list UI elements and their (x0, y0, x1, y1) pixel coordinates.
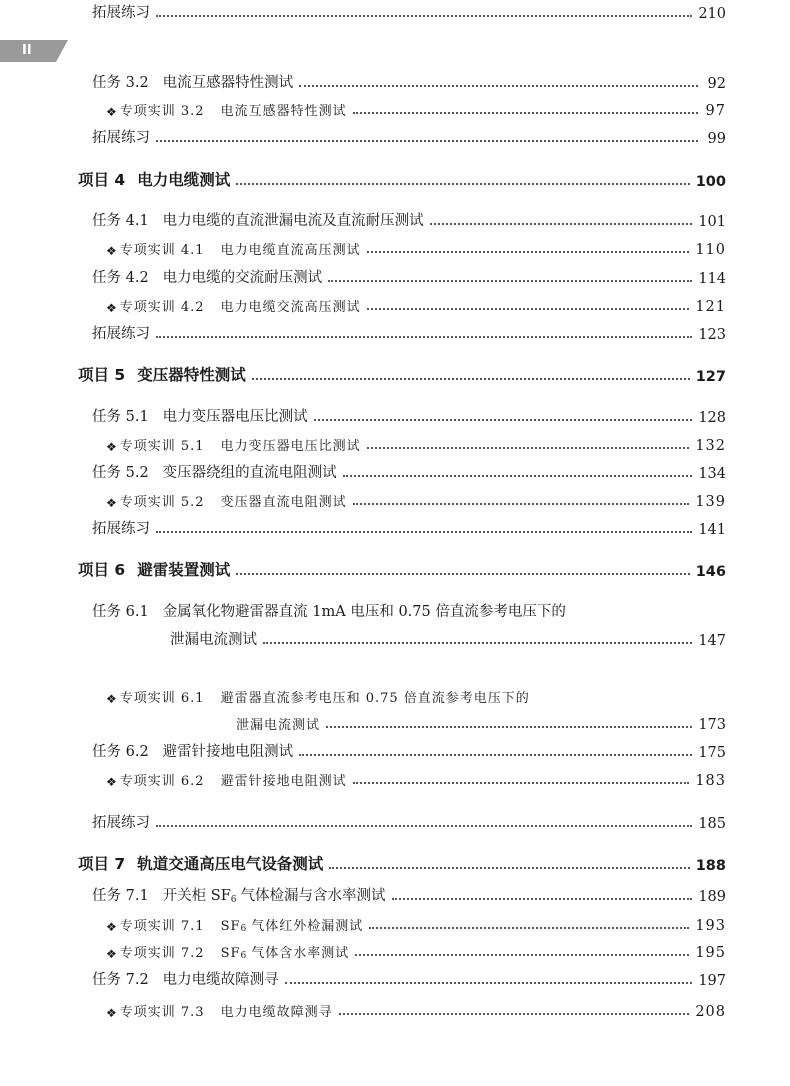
toc-entry[interactable] (92, 0, 726, 22)
toc-page-number: 210 (698, 6, 726, 22)
diamond-bullet-icon: ❖ (106, 105, 118, 119)
dot-leader (299, 754, 692, 756)
toc-entry[interactable] (92, 967, 726, 989)
toc-page-number: 183 (695, 773, 726, 789)
diamond-bullet-icon: ❖ (106, 1006, 118, 1020)
toc-page-number: 185 (698, 816, 726, 832)
toc-entry[interactable] (106, 236, 726, 258)
toc-entry-title (92, 884, 386, 905)
toc-entry-number: 任务 4.1 (92, 213, 149, 229)
toc-entry[interactable] (106, 432, 726, 454)
subscript: 6 (240, 951, 248, 961)
toc-entry-number: 项目 4 (78, 171, 126, 189)
toc-entry[interactable] (92, 739, 726, 761)
dot-leader (156, 531, 692, 533)
toc-entry-title (78, 558, 230, 580)
toc-page-number: 121 (695, 299, 726, 315)
toc-page-number: 197 (698, 973, 726, 989)
toc-entry-label: 拓展练习 (92, 815, 150, 831)
toc-entry-label: 电力电缆的直流泄漏电流及直流耐压测试 (162, 213, 424, 229)
toc-entry[interactable] (78, 852, 726, 874)
diamond-bullet-icon: ❖ (106, 920, 118, 934)
toc-entry-label: 电力电缆测试 (137, 171, 231, 189)
toc-entry-number: 任务 3.2 (92, 75, 149, 91)
toc-entry-number: 专项实训 6.2 (119, 774, 205, 789)
toc-entry-title (92, 266, 322, 287)
toc-entry-continuation[interactable] (236, 711, 726, 733)
toc-page-number: 127 (695, 369, 726, 385)
toc-entry-title (92, 740, 293, 761)
toc-entry-title (92, 405, 308, 426)
toc-entry-label: 电力电缆直流高压测试 (220, 243, 361, 258)
toc-entry-label-rest: 气体红外检漏测试 (251, 919, 364, 934)
toc-entry[interactable] (78, 558, 726, 580)
toc-page-number: 114 (698, 271, 726, 287)
toc-entry-title (106, 435, 361, 454)
diamond-bullet-icon: ❖ (106, 496, 118, 510)
subscript: 6 (230, 895, 237, 905)
toc-entry-title (78, 168, 230, 190)
toc-entry-label: 拓展练习 (92, 5, 150, 21)
toc-entry-number: 专项实训 7.3 (119, 1005, 205, 1020)
toc-entry-number: 项目 6 (78, 561, 126, 579)
toc-entry-title (78, 852, 323, 874)
toc-entry-label: 电力变压器电压比测试 (220, 439, 361, 454)
dot-leader (156, 336, 692, 338)
toc-page-number: 110 (695, 242, 726, 258)
toc-entry[interactable] (92, 810, 726, 832)
toc-page-number: 128 (698, 410, 726, 426)
toc-entry-number: 专项实训 6.1 (119, 691, 205, 706)
toc-entry-number: 专项实训 5.2 (119, 495, 205, 510)
dot-leader (369, 927, 689, 929)
toc-entry-label: 电力电缆故障测寻 (162, 972, 279, 988)
dot-leader (353, 112, 698, 114)
toc-entry[interactable] (92, 70, 726, 92)
toc-entry-label: 拓展练习 (92, 326, 150, 342)
subscript: 6 (240, 924, 248, 934)
toc-entry-label: 电力电缆的交流耐压测试 (162, 270, 323, 286)
toc-page-number: 195 (695, 945, 726, 961)
toc-entry-title (106, 296, 361, 315)
toc-entry-label: 避雷针接地电阻测试 (220, 774, 347, 789)
toc-entry-title (92, 811, 150, 832)
diamond-bullet-icon: ❖ (106, 775, 118, 789)
toc-entry-label-rest: 气体含水率测试 (251, 946, 350, 961)
toc-page-number: 147 (698, 633, 726, 649)
dot-leader (236, 573, 690, 575)
toc-page-number: 173 (698, 717, 726, 733)
toc-entry-label: 电力变压器电压比测试 (162, 409, 308, 425)
toc-entry-title (78, 363, 246, 385)
toc-entry[interactable] (92, 125, 726, 147)
toc-entry-label: 轨道交通高压电气设备测试 (137, 855, 324, 873)
toc-entry-title (92, 71, 293, 92)
dot-leader (263, 642, 692, 644)
toc-entry-number: 专项实训 7.1 (119, 919, 205, 934)
dot-leader (367, 447, 690, 449)
toc-entry-title (106, 915, 363, 934)
dot-leader (367, 251, 690, 253)
toc-entry[interactable] (106, 939, 726, 961)
toc-page-number: 188 (695, 858, 726, 874)
toc-entry-label: 避雷针接地电阻测试 (162, 744, 294, 760)
toc-page-number: 175 (698, 745, 726, 761)
diamond-bullet-icon: ❖ (106, 301, 118, 315)
toc-page-number: 132 (695, 438, 726, 454)
dot-leader (252, 378, 690, 380)
toc-entry-label: 变压器特性测试 (137, 366, 246, 384)
toc-entry-number: 任务 4.2 (92, 270, 149, 286)
diamond-bullet-icon: ❖ (106, 440, 118, 454)
toc-entry-title (106, 239, 361, 258)
toc-entry-title (92, 461, 337, 482)
toc-entry[interactable] (78, 168, 726, 190)
toc-entry-label: SF (220, 919, 241, 934)
toc-entry[interactable] (92, 516, 726, 538)
toc-entry[interactable] (92, 265, 726, 287)
toc-entry-number: 任务 6.2 (92, 744, 149, 760)
toc-entry-title (106, 1001, 333, 1020)
toc-entry-label-continued: 泄漏电流测试 (236, 718, 321, 733)
toc-entry[interactable] (92, 883, 726, 905)
toc-page-number: 146 (695, 564, 726, 580)
toc-entry[interactable] (106, 684, 726, 706)
toc-entry-title (92, 209, 424, 230)
toc-entry-title (92, 322, 150, 343)
toc-entry-label-rest: 气体检漏与含水率测试 (240, 888, 386, 904)
toc-entry-number: 专项实训 5.1 (119, 439, 205, 454)
toc-entry[interactable] (106, 293, 726, 315)
toc-entry-title (106, 100, 347, 119)
toc-entry-label-continued: 泄漏电流测试 (170, 632, 257, 648)
dot-leader (392, 898, 693, 900)
dot-leader (353, 782, 690, 784)
toc-entry-label: 避雷装置测试 (137, 561, 231, 579)
dot-leader (367, 308, 690, 310)
toc-entry-label: 变压器直流电阻测试 (220, 495, 347, 510)
toc-entry[interactable] (92, 460, 726, 482)
toc-entry[interactable] (92, 208, 726, 230)
page-number: II (22, 43, 32, 58)
dot-leader (156, 140, 698, 142)
toc-entry-number: 任务 5.1 (92, 409, 149, 425)
toc-entry-label: 拓展练习 (92, 130, 150, 146)
toc-page-number: 141 (698, 522, 726, 538)
toc-page-number: 123 (698, 327, 726, 343)
dot-leader (314, 419, 693, 421)
toc-entry-number: 项目 7 (78, 855, 126, 873)
dot-leader (343, 475, 693, 477)
toc-entry-continuation[interactable] (170, 627, 726, 649)
toc-entry-title (92, 126, 150, 147)
toc-page-number: 139 (695, 494, 726, 510)
toc-entry-number: 专项实训 4.1 (119, 243, 205, 258)
dot-leader (328, 280, 692, 282)
dot-leader (285, 982, 693, 984)
toc-entry[interactable] (106, 767, 726, 789)
toc-entry-title (92, 968, 279, 989)
toc-entry-label: 开关柜 SF (162, 888, 231, 904)
toc-page-number: 99 (707, 131, 726, 147)
dot-leader (329, 867, 690, 869)
toc-entry-number: 任务 6.1 (92, 604, 149, 620)
toc-entry[interactable] (78, 363, 726, 385)
toc-page-number: 100 (695, 174, 726, 190)
toc-entry-label: 电力电缆故障测寻 (220, 1005, 333, 1020)
toc-entry-number: 专项实训 7.2 (119, 946, 205, 961)
diamond-bullet-icon: ❖ (106, 692, 118, 706)
toc-entry-title (92, 1, 150, 22)
dot-leader (326, 726, 692, 728)
toc-entry[interactable] (92, 404, 726, 426)
toc-entry-title (92, 517, 150, 538)
toc-page-number: 97 (705, 103, 726, 119)
toc-entry-title (92, 600, 566, 621)
dot-leader (236, 183, 690, 185)
toc-entry-title (106, 687, 530, 706)
toc-entry[interactable] (106, 488, 726, 510)
toc-entry[interactable] (106, 998, 726, 1020)
dot-leader (353, 503, 690, 505)
toc-entry-label: 电流互感器特性测试 (220, 104, 347, 119)
toc-page-number: 92 (707, 76, 726, 92)
toc-entry[interactable] (92, 321, 726, 343)
toc-page-number: 101 (698, 214, 726, 230)
dot-leader (156, 15, 692, 17)
toc-entry-label: 电力电缆交流高压测试 (220, 300, 361, 315)
toc-entry-number: 任务 5.2 (92, 465, 149, 481)
toc-page-number: 193 (695, 918, 726, 934)
toc-entry[interactable] (92, 599, 726, 621)
toc-entry-number: 专项实训 4.2 (119, 300, 205, 315)
toc-entry-title (106, 942, 349, 961)
toc-entry-label: SF (220, 946, 241, 961)
dot-leader (156, 825, 692, 827)
toc-entry[interactable] (106, 97, 726, 119)
toc-entry-number: 任务 7.2 (92, 972, 149, 988)
dot-leader (299, 85, 698, 87)
toc-entry-title (106, 491, 347, 510)
toc-entry-label: 电流互感器特性测试 (162, 75, 294, 91)
dot-leader (430, 223, 693, 225)
toc-entry-title (106, 770, 347, 789)
dot-leader (355, 954, 689, 956)
toc-page-number: 189 (698, 889, 726, 905)
toc-entry-number: 任务 7.1 (92, 888, 149, 904)
toc-entry-label: 拓展练习 (92, 521, 150, 537)
toc-entry-number: 项目 5 (78, 366, 126, 384)
page-tab (0, 40, 68, 62)
toc-entry-label: 金属氧化物避雷器直流 1mA 电压和 0.75 倍直流参考电压下的 (162, 604, 566, 620)
toc-page-number: 208 (695, 1004, 726, 1020)
diamond-bullet-icon: ❖ (106, 947, 118, 961)
toc-entry[interactable] (106, 912, 726, 934)
toc-entry-label: 变压器绕组的直流电阻测试 (162, 465, 337, 481)
toc-entry-number: 专项实训 3.2 (119, 104, 205, 119)
diamond-bullet-icon: ❖ (106, 244, 118, 258)
toc-page-number: 134 (698, 466, 726, 482)
dot-leader (339, 1013, 690, 1015)
toc-entry-label: 避雷器直流参考电压和 0.75 倍直流参考电压下的 (220, 691, 530, 706)
